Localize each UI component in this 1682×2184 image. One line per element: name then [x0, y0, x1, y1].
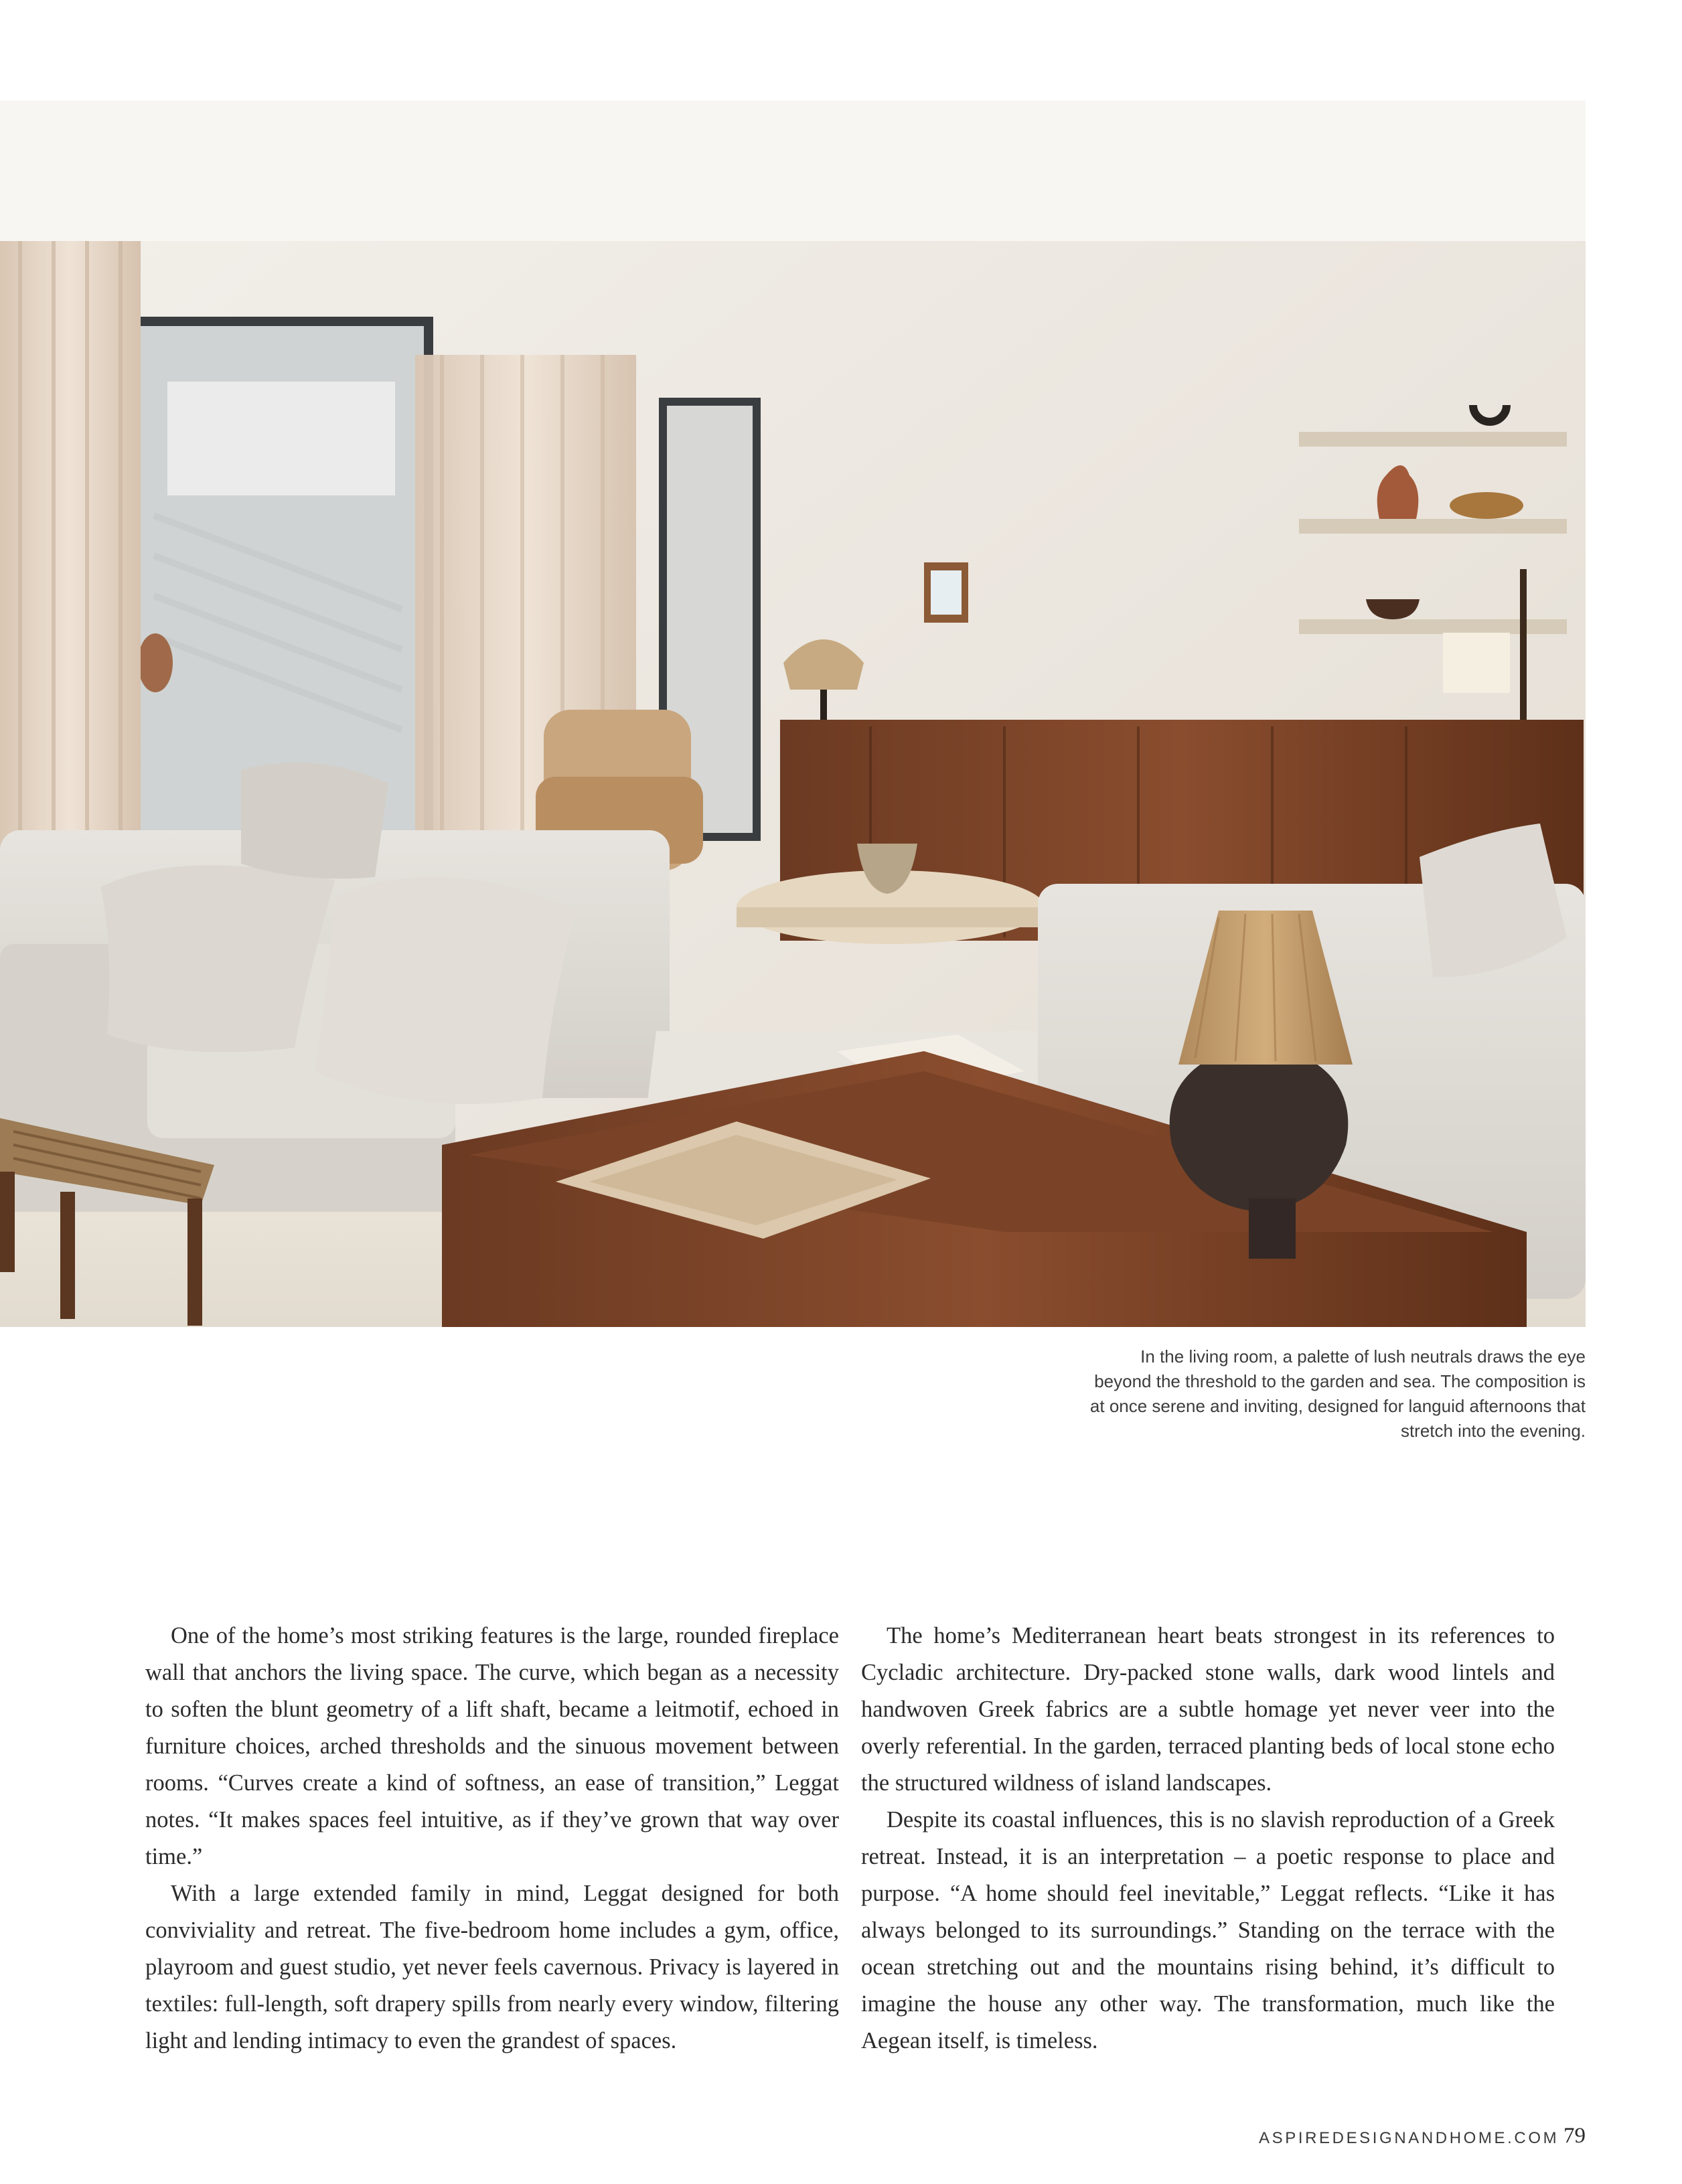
article-paragraph: One of the home’s most striking features is the large, rounded fireplace wall that anchors the living space. The curve, which began as a necessity to soften the blunt geometry of a lift shaft, became a leitmotif, echoed in furniture choices, arched thresholds and the sinuous movement between rooms. “Curves create a kind of softness, an ease of transition,” Leggat notes. “It makes spaces feel intuitive, as if they’ve grown that way over time.”	[145, 1623, 839, 1869]
page-number: 79	[1563, 2124, 1586, 2148]
footer-website: ASPIREDESIGNANDHOME.COM	[1259, 2129, 1559, 2147]
living-room-photo	[0, 100, 1586, 1327]
caption-line: beyond the threshold to the garden and sea. The composition is	[1094, 1371, 1586, 1391]
article-column-left	[145, 1618, 839, 2059]
article-paragraph: Despite its coastal influences, this is no slavish reproduction of a Greek retreat. Instead, it is an interpretation – a poetic response to place and purpose. “A home should feel inevitable,” Leggat reflects. “Like it has always belonged to its surroundings.” Standing on the terrace with the ocean stretching out and the mountains rising behind, it’s difficult to imagine the house any other way. The transformation, much like the Aegean itself, is timeless.	[861, 1807, 1555, 2053]
caption-line: at once serene and inviting, designed for languid afternoons that	[1089, 1396, 1586, 1416]
caption-line: stretch into the evening.	[1400, 1421, 1586, 1441]
article-paragraph: With a large extended family in mind, Leggat designed for both conviviality and retreat. The five-bedroom home includes a gym, office, playroom and guest studio, yet never feels cavernous. Privacy is layered in textiles: full-length, soft drapery spills from nearly every window, filtering light and lending intimacy to even the grandest of spaces.	[145, 1881, 839, 2053]
article-paragraph: The home’s Mediterranean heart beats strongest in its references to Cycladic architecture. Dry-packed stone walls, dark wood lintels and handwoven Greek fabrics are a subtle homage yet never veer into the overly referential. In the garden, terraced planting beds of local stone echo the structured wildness of island landscapes.	[861, 1623, 1555, 1796]
article-column-right	[861, 1618, 1555, 2059]
caption-line: In the living room, a palette of lush neutrals draws the eye	[1140, 1346, 1586, 1367]
photo-caption	[971, 1344, 1586, 1444]
